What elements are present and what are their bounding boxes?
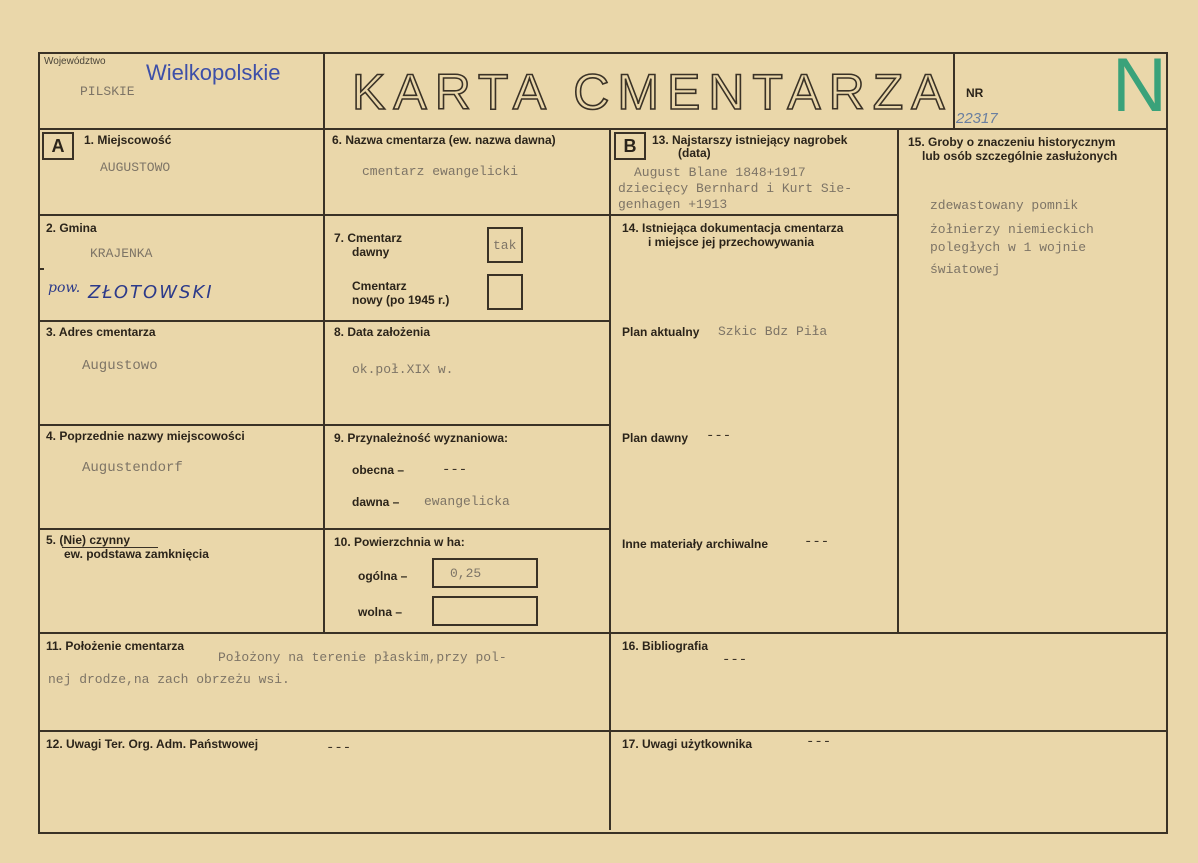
field-11-line1: Położony na terenie płaskim,przy pol-: [218, 650, 507, 665]
field-10-free-box[interactable]: [432, 596, 538, 626]
field-9-current-value: ---: [442, 462, 468, 478]
field-4-label: 4. Poprzednie nazwy miejscowości: [46, 429, 245, 443]
field-13-line2: dziecięcy Bernhard i Kurt Sie-: [618, 181, 853, 196]
field-13-label: 13. Najstarszy istniejący nagrobek: [652, 133, 848, 147]
field-10-total-box[interactable]: [432, 558, 538, 588]
field-9-old-label: dawna –: [352, 495, 400, 509]
field-6-label: 6. Nazwa cmentarza (ew. nazwa dawna): [332, 133, 556, 147]
field-10-total-label: ogólna –: [358, 569, 408, 583]
field-13-line3: genhagen +1913: [618, 197, 728, 212]
field-7-old-sublabel: dawny: [352, 245, 390, 259]
field-8-value: ok.poł.XIX w.: [352, 362, 454, 377]
field-13-sublabel: (data): [678, 146, 711, 160]
field-10-free-label: wolna –: [358, 605, 403, 619]
field-9-current-label: obecna –: [352, 463, 405, 477]
field-5-label: 5. (Nie) czynny: [46, 533, 131, 547]
field-5-sublabel: ew. podstawa zamknięcia: [64, 547, 209, 561]
plan-current-label: Plan aktualny: [622, 325, 700, 339]
field-7-new-sublabel: nowy (po 1945 r.): [352, 293, 450, 307]
wojewodztwo-typed: PILSKIE: [80, 84, 135, 99]
field-4-value: Augustendorf: [82, 460, 183, 476]
field-7-new-label: Cmentarz: [352, 279, 407, 293]
field-15-line1: zdewastowany pomnik: [930, 198, 1079, 213]
field-2-label: 2. Gmina: [46, 221, 97, 235]
field-11-line2: nej drodze,na zach obrzeżu wsi.: [48, 672, 290, 687]
field-15-line2: żołnierzy niemieckich: [930, 222, 1094, 237]
field-2-handwritten: ZŁOTOWSKI: [88, 282, 214, 303]
other-materials-label: Inne materiały archiwalne: [622, 537, 769, 551]
field-12-value: ---: [326, 740, 352, 756]
card-frame: [38, 52, 1168, 834]
field-2-handwritten-prefix: pow.: [48, 280, 81, 296]
field-13-line1: August Blane 1848+1917: [634, 165, 806, 180]
field-17-label: 17. Uwagi użytkownika: [622, 737, 753, 751]
field-8-label: 8. Data założenia: [334, 325, 431, 339]
field-3-label: 3. Adres cmentarza: [46, 325, 156, 339]
field-15-line3: poległych w 1 wojnie: [930, 240, 1087, 255]
plan-old-value: ---: [706, 428, 732, 444]
section-b-marker: B: [614, 132, 646, 160]
field-16-value: ---: [722, 652, 748, 668]
field-7-new-checkbox[interactable]: [487, 274, 523, 310]
field-1-value: AUGUSTOWO: [100, 160, 171, 175]
category-letter-n: N: [1112, 43, 1167, 128]
field-1-label: 1. Miejscowość: [84, 133, 172, 147]
field-9-old-value: ewangelicka: [424, 494, 510, 509]
field-15-sublabel: lub osób szczególnie zasłużonych: [922, 149, 1118, 163]
field-12-label: 12. Uwagi Ter. Org. Adm. Państwowej: [46, 737, 259, 751]
field-6-value: cmentarz ewangelicki: [362, 164, 519, 179]
field-14-label: 14. Istniejąca dokumentacja cmentarza: [622, 221, 844, 235]
field-7-old-label: 7. Cmentarz: [334, 231, 403, 245]
field-17-value: ---: [806, 734, 832, 750]
wojewodztwo-label: Województwo: [44, 56, 106, 67]
field-9-label: 9. Przynależność wyznaniowa:: [334, 431, 509, 445]
field-2-value: KRAJENKA: [90, 246, 153, 261]
nr-value: 22317: [956, 110, 998, 127]
plan-current-value: Szkic Bdz Piła: [718, 324, 828, 339]
field-15-line4: światowej: [930, 262, 1001, 277]
nr-label: NR: [966, 86, 984, 100]
field-10-label: 10. Powierzchnia w ha:: [334, 535, 465, 549]
header-divider: [38, 128, 1166, 130]
field-3-value: Augustowo: [82, 358, 158, 374]
wojewodztwo-stamp: Wielkopolskie: [146, 60, 281, 85]
field-10-total-value: 0,25: [450, 566, 482, 581]
field-15-label: 15. Groby o znaczeniu historycznym: [908, 135, 1116, 149]
field-7-old-value: tak: [493, 238, 517, 253]
plan-old-label: Plan dawny: [622, 431, 689, 445]
field-16-label: 16. Bibliografia: [622, 639, 709, 653]
card-title: KARTA CMENTARZA: [352, 64, 953, 120]
field-14-sublabel: i miejsce jej przechowywania: [648, 235, 815, 249]
section-a-marker: A: [42, 132, 74, 160]
other-materials-value: ---: [804, 534, 830, 550]
field-11-label: 11. Położenie cmentarza: [46, 639, 185, 653]
